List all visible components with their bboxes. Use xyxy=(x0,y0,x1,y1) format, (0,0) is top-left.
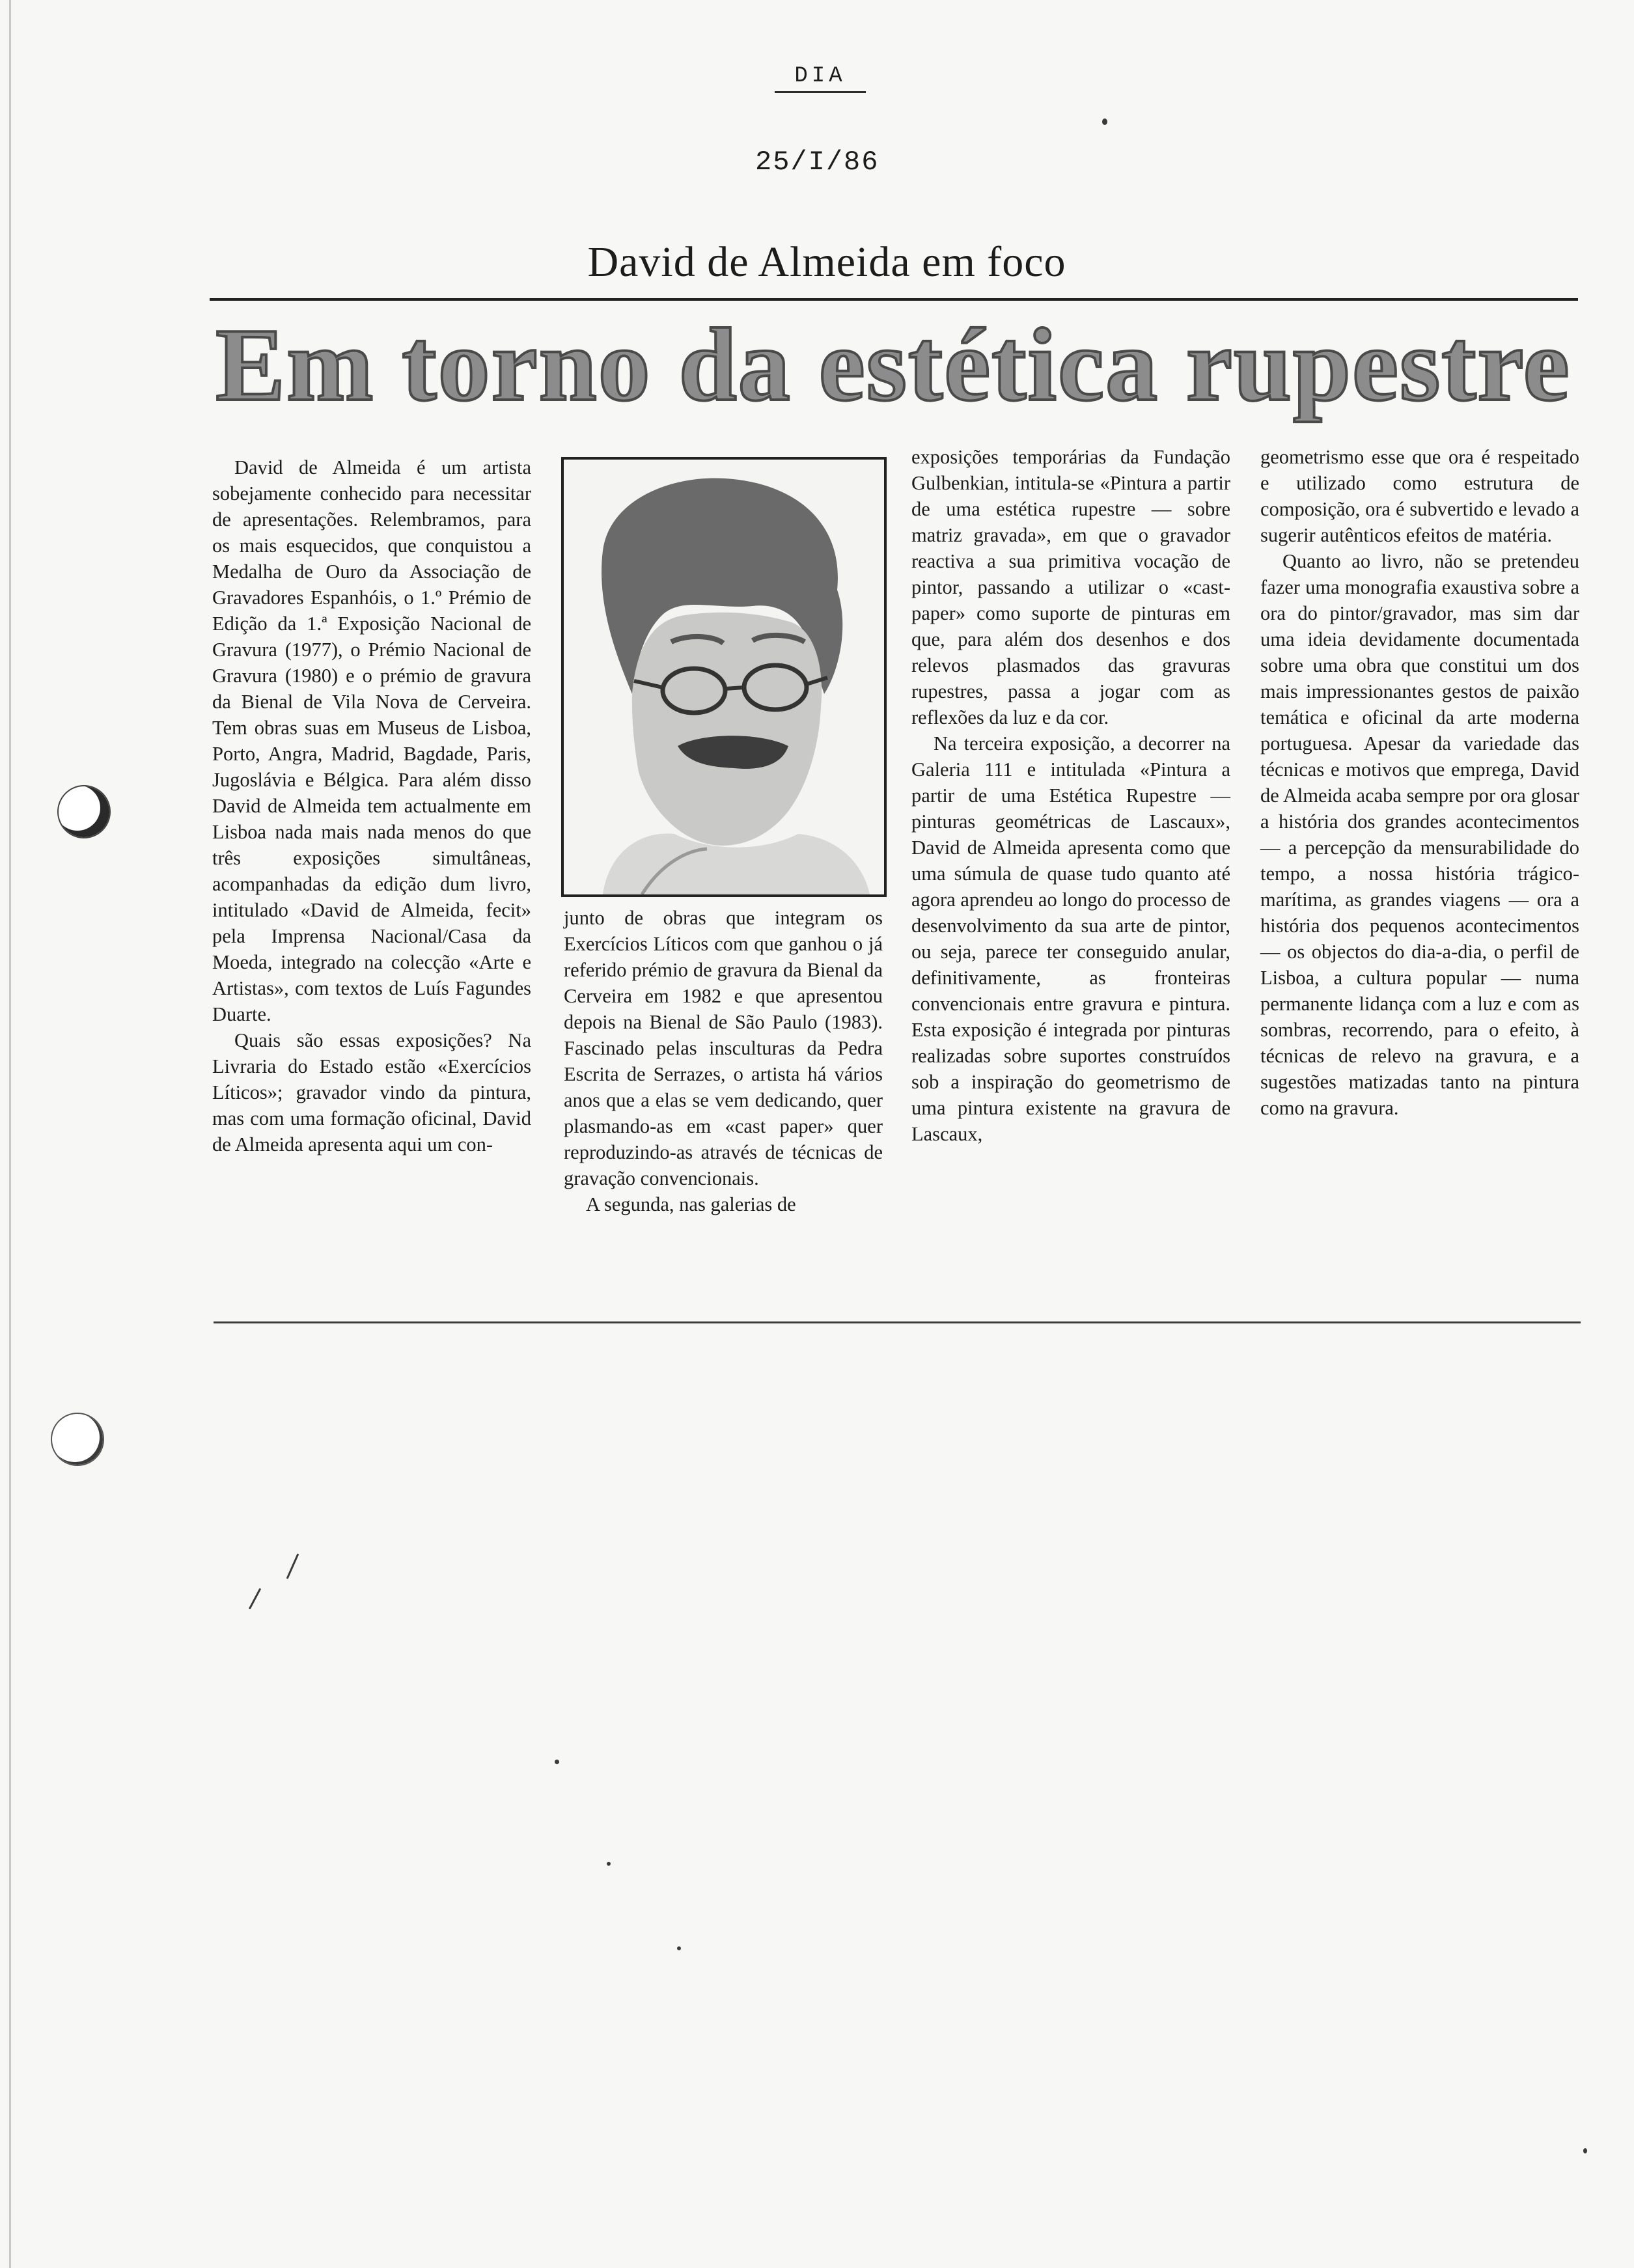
date-stamp: 25/I/86 xyxy=(755,146,879,178)
paragraph: A segunda, nas galerias de xyxy=(586,1193,796,1215)
paper-speck xyxy=(286,1553,299,1579)
paragraph: geometrismo esse que ora é respeitado e utilizado como estrutura de composição, ora é subvertido e levado a sugerir autênticos efeitos de matéria. xyxy=(1260,446,1579,546)
paper-speck xyxy=(249,1588,262,1609)
article-column-2 xyxy=(564,905,883,1217)
headline-rule xyxy=(210,298,1578,301)
article-column-4 xyxy=(1260,444,1579,1121)
article-column-3 xyxy=(911,444,1230,1147)
paper-speck xyxy=(677,1946,681,1950)
paper-speck xyxy=(1583,2148,1587,2153)
source-stamp: DIA xyxy=(775,64,866,93)
article-headline: Em torno da estética rupestre xyxy=(215,307,1571,422)
paper-speck xyxy=(607,1862,611,1866)
article-kicker: David de Almeida em foco xyxy=(587,238,1066,286)
paragraph: David de Almeida é um artista sobejamente conhecido para necessitar de apresentações. Relembramos, para os mais esquecidos, que conquistou a Medalha de Ouro da Associação de Gravadores Espanhóis, o 1.º Prémio de Edição da 1.ª Exposição Nacional de Gravura (1977), o Prémio Nacional de Gravura (1980) e o prémio de gravura da Bienal de Vila Nova de Cerveira. Tem obras suas em Museus de Lisboa, Porto, Angra, Madrid, Bagdade, Paris, Jugoslávia e Bélgica. Para além disso David de Almeida tem actualmente em Lisboa nada mais nada menos do que três exposições simultâneas, acompanhadas da edição dum livro, intitulado «David de Almeida, fecit» pela Imprensa Nacional/Casa da Moeda, integrado na colecção «Arte e Artistas», com textos de Luís Fagundes Duarte. xyxy=(212,456,531,1025)
article-bottom-rule xyxy=(214,1321,1581,1323)
paragraph: exposições temporárias da Fundação Gulbenkian, intitula-se «Pintura a partir de uma estética rupestre — sobre matriz gravada», em que o gravador reactiva a sua primitiva vocação de pintor, passando a utilizar o «cast-paper» como suporte de pinturas em que, para além dos desenhos e dos relevos plasmados das gravuras rupestres, passa a jogar com as reflexões da luz e da cor. xyxy=(911,446,1230,728)
portrait-photo-graphic xyxy=(564,460,884,894)
portrait-photo-icon xyxy=(561,457,887,897)
article-column-1 xyxy=(212,454,531,1157)
punch-hole xyxy=(57,785,111,838)
paragraph: Quanto ao livro, não se pretendeu fazer uma monografia exaustiva sobre a ora do pintor/gravador, mas sim dar uma ideia devidamente documentada sobre uma obra que constitui um dos mais impressionantes gestos de paixão temática e oficinal da arte moderna portuguesa. Apesar da variedade das técnicas e motivos que emprega, David de Almeida acaba sempre por ora glosar a história dos grandes acontecimentos — a percepção da mensurabilidade do tempo, a nossa história trágico-marítima, as grandes viagens — ora a história dos pequenos acontecimentos — os objectos do dia-a-dia, o perfil de Lisboa, a cultura popular — numa permanente lidança com a luz e com as sombras, recorrendo, para o efeito, à técnicas de relevo na gravura, e a sugestões matizadas tanto na pintura como na gravura. xyxy=(1260,550,1579,1119)
paragraph: Quais são essas exposições? Na Livraria do Estado estão «Exercícios Líticos»; gravador vindo da pintura, mas com uma formação oficinal, David de Almeida apresenta aqui um con- xyxy=(212,1029,531,1155)
paragraph: junto de obras que integram os Exercícios Líticos com que ganhou o já referido prémio de gravura da Bienal da Cerveira em 1982 e que apresentou depois na Bienal de São Paulo (1983). Fascinado pelas insculturas da Pedra Escrita de Serrazes, o artista há vários anos que a elas se vem dedicando, quer plasmando-as em «cast paper» quer reproduzindo-as através de técnicas de gravação convencionais. xyxy=(564,907,883,1189)
paragraph: Na terceira exposição, a decorrer na Galeria 111 e intitulada «Pintura a partir de uma Estética Rupestre — pinturas geométricas de Lascaux», David de Almeida apresenta como que uma súmula de quase tudo quanto até agora aprendeu ao longo do processo de desenvolvimento da sua arte de pintor, ou seja, parece ter conseguido anular, definitivamente, as fronteiras convencionais entre gravura e pintura. Esta exposição é integrada por pinturas realizadas sobre suportes construídos sob a inspiração do geometrismo de uma pintura existente na gravura de Lascaux, xyxy=(911,732,1230,1145)
paper-speck xyxy=(1102,118,1107,125)
paper-edge xyxy=(9,0,11,2268)
punch-hole xyxy=(51,1413,104,1466)
paper-speck xyxy=(555,1760,559,1764)
